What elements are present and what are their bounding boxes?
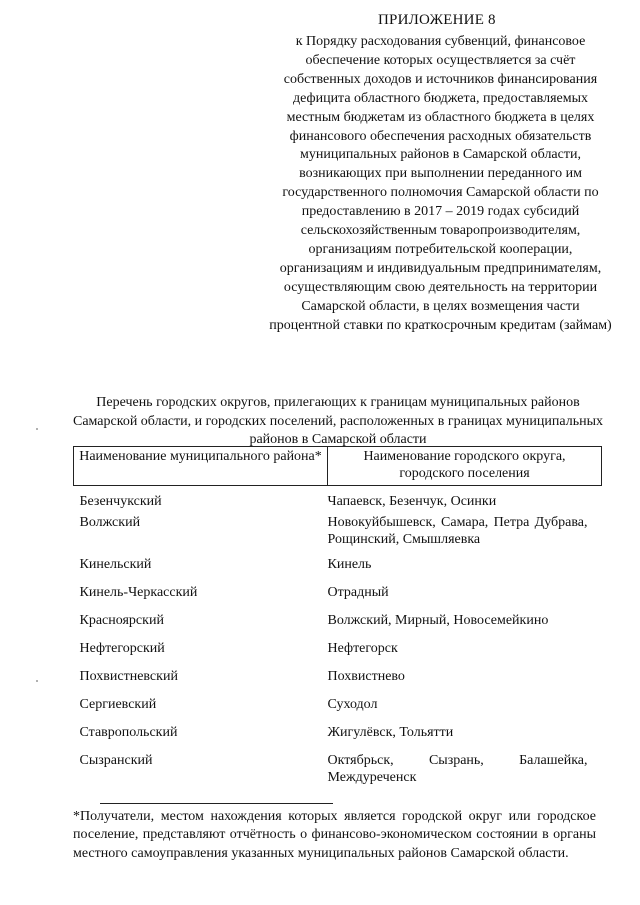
table-row [74, 724, 602, 752]
towns-list: Отрадный [327, 584, 389, 600]
towns-list: Нефтегорск [327, 640, 398, 656]
table-row [74, 696, 602, 724]
appendix-subtitle: к Порядку расходования субвенций, финансовое обеспечение которых осуществляется за счёт собственных доходов и источников финансирования дефицита областного бюджета, предоставляемых местным бюджетам из областного бюджета в целях финансового обеспечения расходных обязательств муниципальных районов в Самарской области, возникающих при выполнении переданного им государственного полномочия Самарской области по предоставлению в 2017 – 2019 годах субсидий сельскохозяйственным товаропроизводителям, организациям потребительской кооперации, организациям и индивидуальным предпринимателям, осуществляющим свою деятельность на территории Самарской области, в целях возмещения части процентной ставки по краткосрочным кредитам (займам) [269, 34, 612, 333]
table-header-row [74, 447, 602, 486]
table-row [74, 556, 602, 584]
district-name: Волжский [79, 514, 141, 530]
table-row [74, 640, 602, 668]
table-row [74, 486, 602, 514]
district-name: Нефтегорский [79, 640, 165, 656]
scan-speck [36, 680, 38, 682]
district-name: Красноярский [79, 612, 164, 628]
footnote: *Получатели, местом нахождения которых является городской округ или городское поселение, представляют отчётность о финансово-экономическом состоянии в органы местного самоуправления указанных муниципальных районов Самарской области. [73, 809, 596, 861]
towns-list: Похвистнево [327, 668, 405, 684]
district-name: Безенчукский [79, 494, 162, 509]
appendix-title: ПРИЛОЖЕНИЕ 8 [378, 12, 496, 28]
towns-list: Кинель [327, 556, 372, 572]
column-header-district: Наименование муниципального района* [74, 447, 328, 486]
districts-table [73, 446, 602, 787]
towns-list: Волжский, Мирный, Новосемейкино [327, 612, 549, 628]
towns-list: Октябрьск, Сызрань, Балашейка, Междуреченск [327, 752, 588, 785]
list-title: Перечень городских округов, прилегающих к границам муниципальных районов Самарской области, и городских поселений, расположенных в границах муниципальных районов в Самарской области [72, 395, 603, 448]
district-name: Сергиевский [79, 696, 157, 712]
table-row [74, 612, 602, 640]
district-name: Ставропольский [79, 724, 178, 740]
towns-list: Чапаевск, Безенчук, Осинки [327, 494, 497, 509]
scan-speck [36, 428, 38, 430]
district-name: Кинель-Черкасский [79, 584, 198, 600]
column-header-towns: Наименование городского округа, городского поселения [328, 447, 602, 486]
table-row [74, 668, 602, 696]
footnote-divider [100, 803, 333, 804]
towns-list: Новокуйбышевск, Самара, Петра Дубрава, Рощинский, Смышляевка [327, 514, 588, 547]
table-row [74, 584, 602, 612]
district-name: Сызранский [79, 752, 153, 768]
table-row [74, 514, 602, 556]
table-row [74, 752, 602, 787]
district-name: Похвистневский [79, 668, 178, 684]
towns-list: Суходол [327, 696, 378, 712]
district-name: Кинельский [79, 556, 152, 572]
towns-list: Жигулёвск, Тольятти [327, 724, 454, 740]
